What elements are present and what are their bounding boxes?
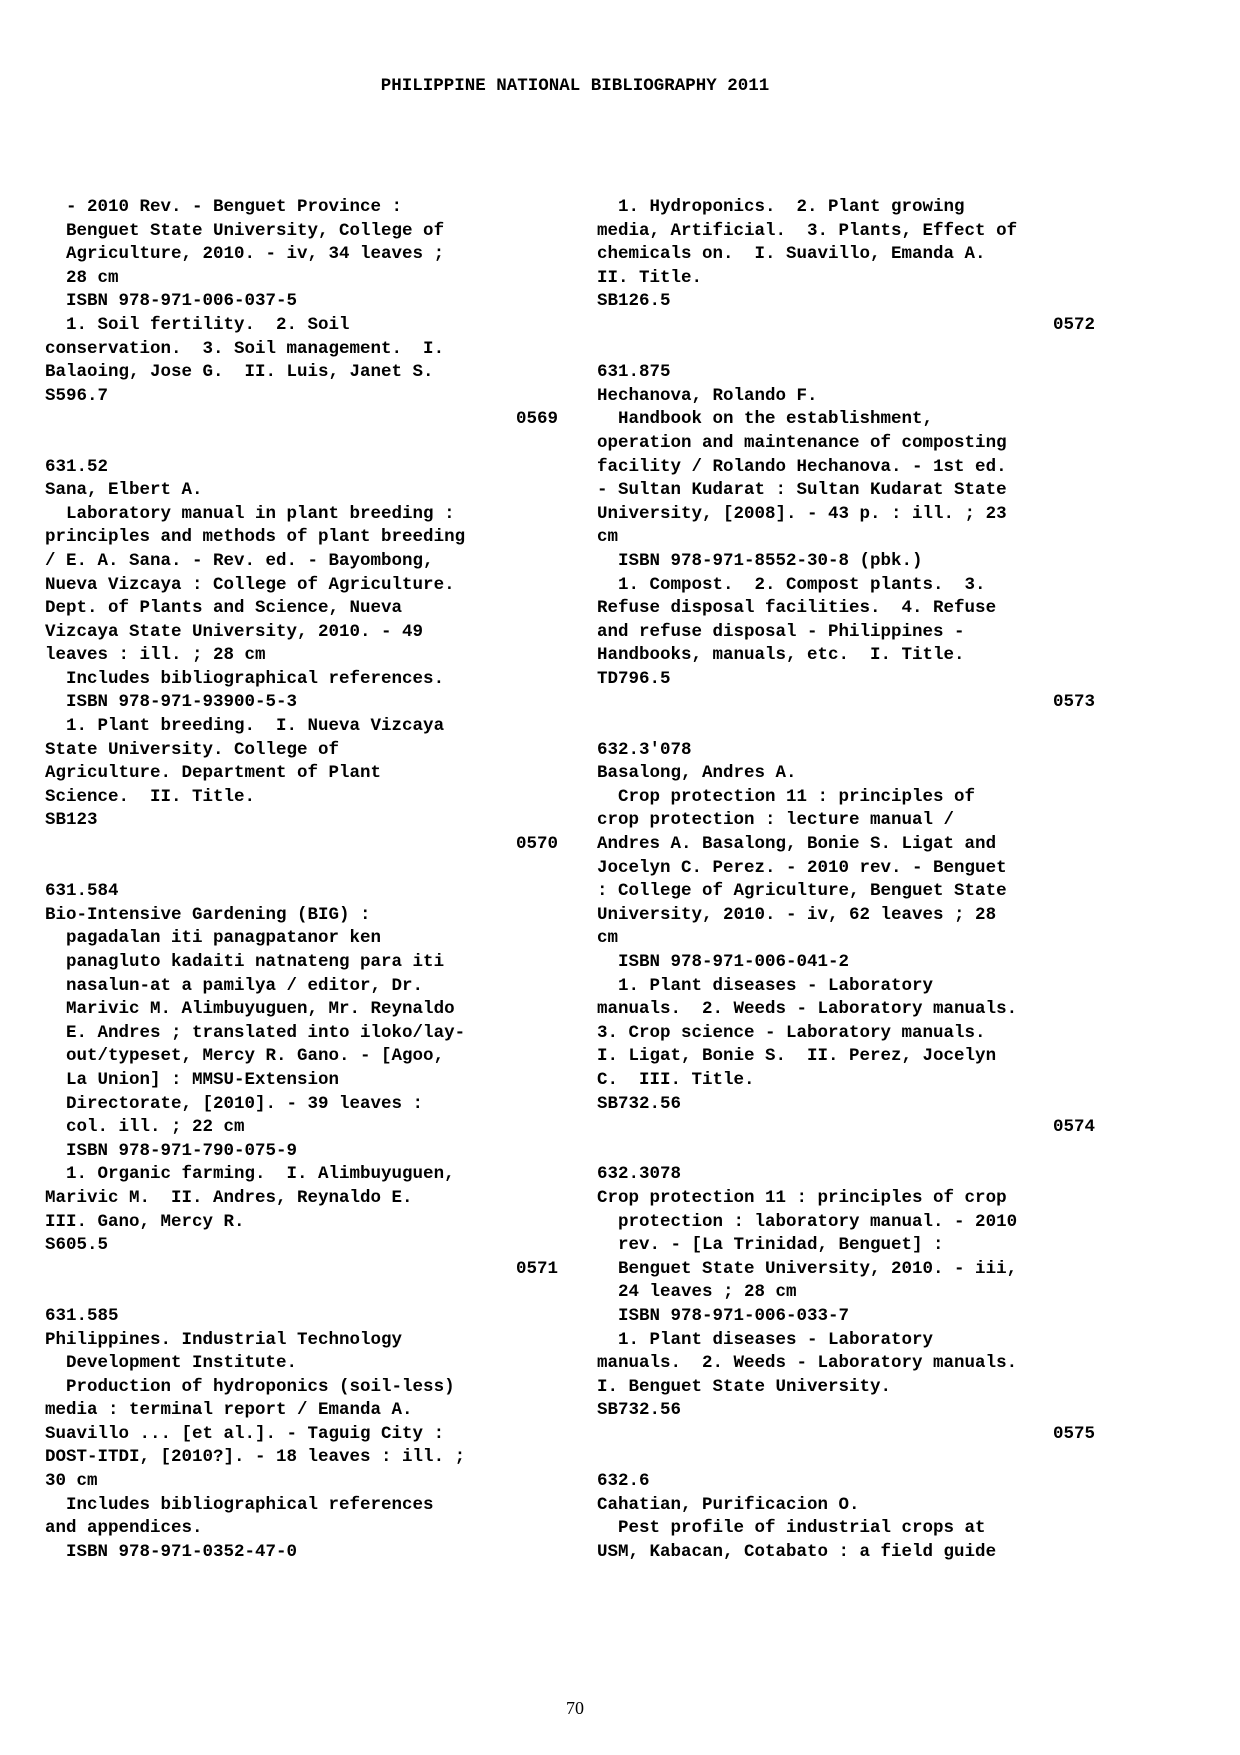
entry-line: Hechanova, Rolando F. <box>597 385 818 406</box>
entry-line: cm <box>597 928 619 949</box>
entry-line: Balaoing, Jose G. II. Luis, Janet S. <box>45 362 434 383</box>
entry-line <box>45 432 585 456</box>
entry-line: SB123 <box>45 810 98 831</box>
entry-line <box>597 1446 1137 1470</box>
entry-line: S605.5 <box>45 1235 109 1256</box>
entry-line: : College of Agriculture, Benguet State <box>597 881 1007 902</box>
entry-line: Pest profile of industrial crops at <box>597 1518 986 1539</box>
page-number: 70 <box>566 1698 584 1718</box>
entry-line: pagadalan iti panagpatanor ken <box>45 928 382 949</box>
entry-line: ISBN 978-971-006-037-5 <box>45 291 298 312</box>
entry-line: Bio-Intensive Gardening (BIG) : <box>45 904 371 925</box>
entry-line: / E. A. Sana. - Rev. ed. - Bayombong, <box>45 550 434 571</box>
entry-line: Sana, Elbert A. <box>45 480 203 501</box>
entry-line: Cahatian, Purificacion O. <box>597 1494 860 1515</box>
entry-line: SB732.56 <box>597 1400 682 1421</box>
entry-line: ISBN 978-971-8552-30-8 (pbk.) <box>597 550 923 571</box>
entry-line <box>597 338 1137 362</box>
entry-line: SB126.5 <box>597 291 671 312</box>
entry-line: 1. Plant diseases - Laboratory <box>597 975 934 996</box>
entry-line: - 2010 Rev. - Benguet Province : <box>45 197 403 217</box>
entry-line: 1. Plant diseases - Laboratory <box>597 1329 934 1350</box>
entry-line: 1. Soil fertility. 2. Soil <box>45 314 350 335</box>
record-number: 0573 <box>1052 692 1095 713</box>
entry-line: 632.6 <box>597 1471 650 1492</box>
entry-line: Includes bibliographical references <box>45 1494 434 1515</box>
entry-line: manuals. 2. Weeds - Laboratory manuals. <box>597 999 1018 1020</box>
entry-line <box>45 857 585 881</box>
record-number: 0570 <box>515 834 558 855</box>
entry-line: Laboratory manual in plant breeding : <box>45 503 455 524</box>
entry-line: Crop protection 11 : principles of <box>597 786 976 807</box>
entry-line: manuals. 2. Weeds - Laboratory manuals. <box>597 1353 1018 1374</box>
entry-line: 1. Hydroponics. 2. Plant growing <box>597 197 965 217</box>
entry-line: media : terminal report / Emanda A. <box>45 1400 413 1421</box>
entry-line: operation and maintenance of composting <box>597 432 1007 453</box>
entry-line: Nueva Vizcaya : College of Agriculture. <box>45 574 455 595</box>
entry-line: ISBN 978-971-006-033-7 <box>597 1305 850 1326</box>
entry-line: Suavillo ... [et al.]. - Taguig City : <box>45 1423 445 1444</box>
entry-line: Science. II. Title. <box>45 786 256 807</box>
entry-line: E. Andres ; translated into iloko/lay- <box>45 1022 466 1043</box>
entry-line: media, Artificial. 3. Plants, Effect of <box>597 220 1018 241</box>
entry-line: 1. Plant breeding. I. Nueva Vizcaya <box>45 716 445 737</box>
entry-line: I. Benguet State University. <box>597 1376 892 1397</box>
entry-line: principles and methods of plant breeding <box>45 527 466 548</box>
entry-line: DOST-ITDI, [2010?]. - 18 leaves : ill. ; <box>45 1447 466 1468</box>
entry-line: conservation. 3. Soil management. I. <box>45 338 445 359</box>
entry-line: University, [2008]. - 43 p. : ill. ; 23 <box>597 503 1007 524</box>
entry-line: 631.875 <box>597 362 671 383</box>
entry-line: 631.52 <box>45 456 109 477</box>
entry-line: Dept. of Plants and Science, Nueva <box>45 598 403 619</box>
entry-line: Philippines. Industrial Technology <box>45 1329 403 1350</box>
entry-line: cm <box>597 527 619 548</box>
entry-line: ISBN 978-971-93900-5-3 <box>45 692 298 713</box>
entry-line: TD796.5 <box>597 668 671 689</box>
entry-line: out/typeset, Mercy R. Gano. - [Agoo, <box>45 1046 445 1067</box>
entry-line: Andres A. Basalong, Bonie S. Ligat and <box>597 834 997 855</box>
entry-line <box>597 1140 1137 1164</box>
entry-line: S596.7 <box>45 385 109 406</box>
entry-line: University, 2010. - iv, 62 leaves ; 28 <box>597 904 997 925</box>
entry-line: ISBN 978-971-790-075-9 <box>45 1140 298 1161</box>
entry-line: rev. - [La Trinidad, Benguet] : <box>597 1235 944 1256</box>
record-number: 0572 <box>1052 314 1095 335</box>
entry-line: 30 cm <box>45 1471 98 1492</box>
left-column <box>45 196 585 1564</box>
entry-line: crop protection : lecture manual / <box>597 810 955 831</box>
page-header: PHILIPPINE NATIONAL BIBLIOGRAPHY 2011 <box>380 76 770 96</box>
entry-line: Vizcaya State University, 2010. - 49 <box>45 621 424 642</box>
entry-line: III. Gano, Mercy R. <box>45 1211 245 1232</box>
entry-line: Agriculture. Department of Plant <box>45 763 382 784</box>
entry-line: Production of hydroponics (soil-less) <box>45 1376 455 1397</box>
entry-line: Handbook on the establishment, <box>597 409 934 430</box>
record-number: 0569 <box>515 409 558 430</box>
entry-line: Benguet State University, 2010. - iii, <box>597 1258 1018 1279</box>
entry-line: State University. College of <box>45 739 340 760</box>
entry-line: 1. Organic farming. I. Alimbuyuguen, <box>45 1164 455 1185</box>
entry-line: protection : laboratory manual. - 2010 <box>597 1211 1018 1232</box>
entry-line: USM, Kabacan, Cotabato : a field guide <box>597 1541 997 1562</box>
entry-line: Handbooks, manuals, etc. I. Title. <box>597 645 965 666</box>
entry-line: La Union] : MMSU-Extension <box>45 1069 340 1090</box>
entry-line: 1. Compost. 2. Compost plants. 3. <box>597 574 986 595</box>
entry-line <box>45 1281 585 1305</box>
entry-line: Includes bibliographical references. <box>45 668 445 689</box>
entry-line: 631.584 <box>45 881 119 902</box>
right-column <box>597 196 1137 1564</box>
entry-line: col. ill. ; 22 cm <box>45 1117 245 1138</box>
entry-line: and refuse disposal - Philippines - <box>597 621 965 642</box>
entry-line: Crop protection 11 : principles of crop <box>597 1187 1007 1208</box>
entry-line: facility / Rolando Hechanova. - 1st ed. <box>597 456 1007 477</box>
entry-line: and appendices. <box>45 1518 203 1539</box>
entry-line: chemicals on. I. Suavillo, Emanda A. <box>597 244 986 265</box>
entry-line <box>597 715 1137 739</box>
entry-line: Directorate, [2010]. - 39 leaves : <box>45 1093 424 1114</box>
entry-line: Development Institute. <box>45 1353 298 1374</box>
entry-line: Benguet State University, College of <box>45 220 445 241</box>
entry-line: 631.585 <box>45 1305 119 1326</box>
record-number: 0571 <box>515 1258 558 1279</box>
entry-line: Marivic M. II. Andres, Reynaldo E. <box>45 1187 413 1208</box>
entry-line: Agriculture, 2010. - iv, 34 leaves ; <box>45 244 445 265</box>
entry-line: panagluto kadaiti natnateng para iti <box>45 952 445 972</box>
record-number: 0575 <box>1052 1423 1095 1444</box>
entry-line: 24 leaves ; 28 cm <box>597 1282 797 1303</box>
entry-line: ISBN 978-971-006-041-2 <box>597 952 850 972</box>
entry-line: II. Title. <box>597 267 703 288</box>
entry-line: C. III. Title. <box>597 1069 755 1090</box>
entry-line: ISBN 978-971-0352-47-0 <box>45 1541 298 1562</box>
entry-line: 28 cm <box>45 267 119 288</box>
entry-line: I. Ligat, Bonie S. II. Perez, Jocelyn <box>597 1046 997 1067</box>
record-number: 0574 <box>1052 1117 1095 1138</box>
entry-line: leaves : ill. ; 28 cm <box>45 645 266 666</box>
entry-line: Refuse disposal facilities. 4. Refuse <box>597 598 997 619</box>
entry-line: SB732.56 <box>597 1093 682 1114</box>
entry-line: 3. Crop science - Laboratory manuals. <box>597 1022 986 1043</box>
entry-line: Marivic M. Alimbuyuguen, Mr. Reynaldo <box>45 999 455 1020</box>
entry-line: Jocelyn C. Perez. - 2010 rev. - Benguet <box>597 857 1007 878</box>
entry-line: 632.3078 <box>597 1164 682 1185</box>
entry-line: - Sultan Kudarat : Sultan Kudarat State <box>597 480 1007 501</box>
entry-line: nasalun-at a pamilya / editor, Dr. <box>45 975 424 996</box>
entry-line: Basalong, Andres A. <box>597 763 797 784</box>
entry-line: 632.3'078 <box>597 739 692 760</box>
